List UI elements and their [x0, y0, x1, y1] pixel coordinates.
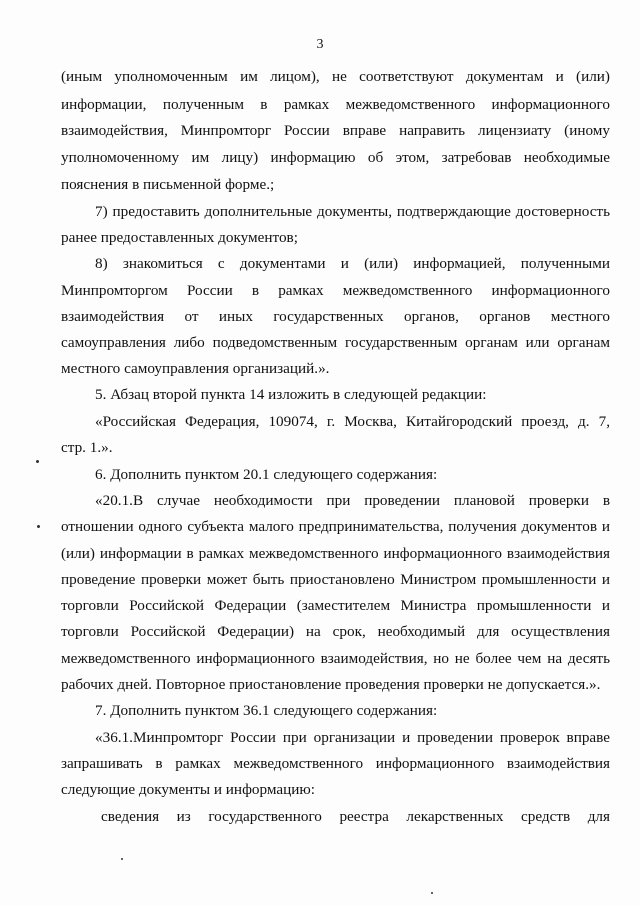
scan-speck — [431, 892, 433, 894]
page-number: 3 — [316, 37, 324, 52]
text-line: (иным уполномоченным им лицом), не соответствуют документам и (или) — [61, 68, 610, 85]
text-line: 6. Дополнить пунктом 20.1 следующего содержания: — [95, 466, 438, 483]
text-line: сведения из государственного реестра лекарственных средств для — [101, 808, 610, 825]
text-line: отношении одного субъекта малого предпринимательства, получения документов и — [61, 518, 610, 535]
text-line: торговли Российской Федерации) на срок, необходимый для осуществления — [61, 623, 610, 640]
text-line: местного самоуправления организаций.». — [61, 360, 330, 377]
text-line: взаимодействия от иных государственных органов, органов местного — [61, 308, 610, 325]
text-line: запрашивать в рамках межведомственного информационного взаимодействия — [61, 755, 610, 772]
text-line: 5. Абзац второй пункта 14 изложить в следующей редакции: — [95, 386, 487, 403]
scan-speck — [36, 460, 39, 463]
text-line: самоуправления либо подведомственным государственным органам или органам — [61, 334, 610, 351]
text-line: «36.1.Минпромторг России при организации и проведении проверок вправе — [95, 729, 610, 746]
text-line: (или) информации в рамках межведомственного информационного взаимодействия — [61, 545, 610, 562]
scan-speck — [121, 858, 123, 860]
text-line: 7) предоставить дополнительные документы, подтверждающие достоверность — [95, 203, 610, 220]
text-line: «Российская Федерация, 109074, г. Москва, Китайгородский проезд, д. 7, — [95, 413, 610, 430]
text-line: 7. Дополнить пунктом 36.1 следующего содержания: — [95, 702, 438, 719]
text-line: следующие документы и информацию: — [61, 781, 315, 798]
text-line: ранее предоставленных документов; — [61, 229, 298, 246]
text-line: рабочих дней. Повторное приостановление проведения проверки не допускается.». — [61, 676, 601, 693]
text-line: проведение проверки может быть приостановлено Министром промышленности и — [61, 571, 610, 588]
text-line: взаимодействия, Минпромторг России вправе направить лицензиату (иному — [61, 122, 610, 139]
text-line: информации, полученным в рамках межведомственного информационного — [61, 96, 610, 113]
text-line: Минпромторгом России в рамках межведомственного информационного — [61, 282, 610, 299]
text-line: межведомственного информационного взаимодействия, но не более чем на десять — [61, 650, 610, 667]
text-line: торговли Российской Федерации (заместителем Министра промышленности и — [61, 597, 610, 614]
text-line: стр. 1.». — [61, 439, 113, 456]
scan-speck — [37, 525, 40, 528]
text-line: уполномоченному им лицу) информацию об этом, затребовав необходимые — [61, 149, 610, 166]
text-line: «20.1.В случае необходимости при проведении плановой проверки в — [95, 492, 610, 509]
text-line: пояснения в письменной форме.; — [61, 176, 275, 193]
text-line: 8) знакомиться с документами и (или) информацией, полученными — [95, 255, 610, 272]
